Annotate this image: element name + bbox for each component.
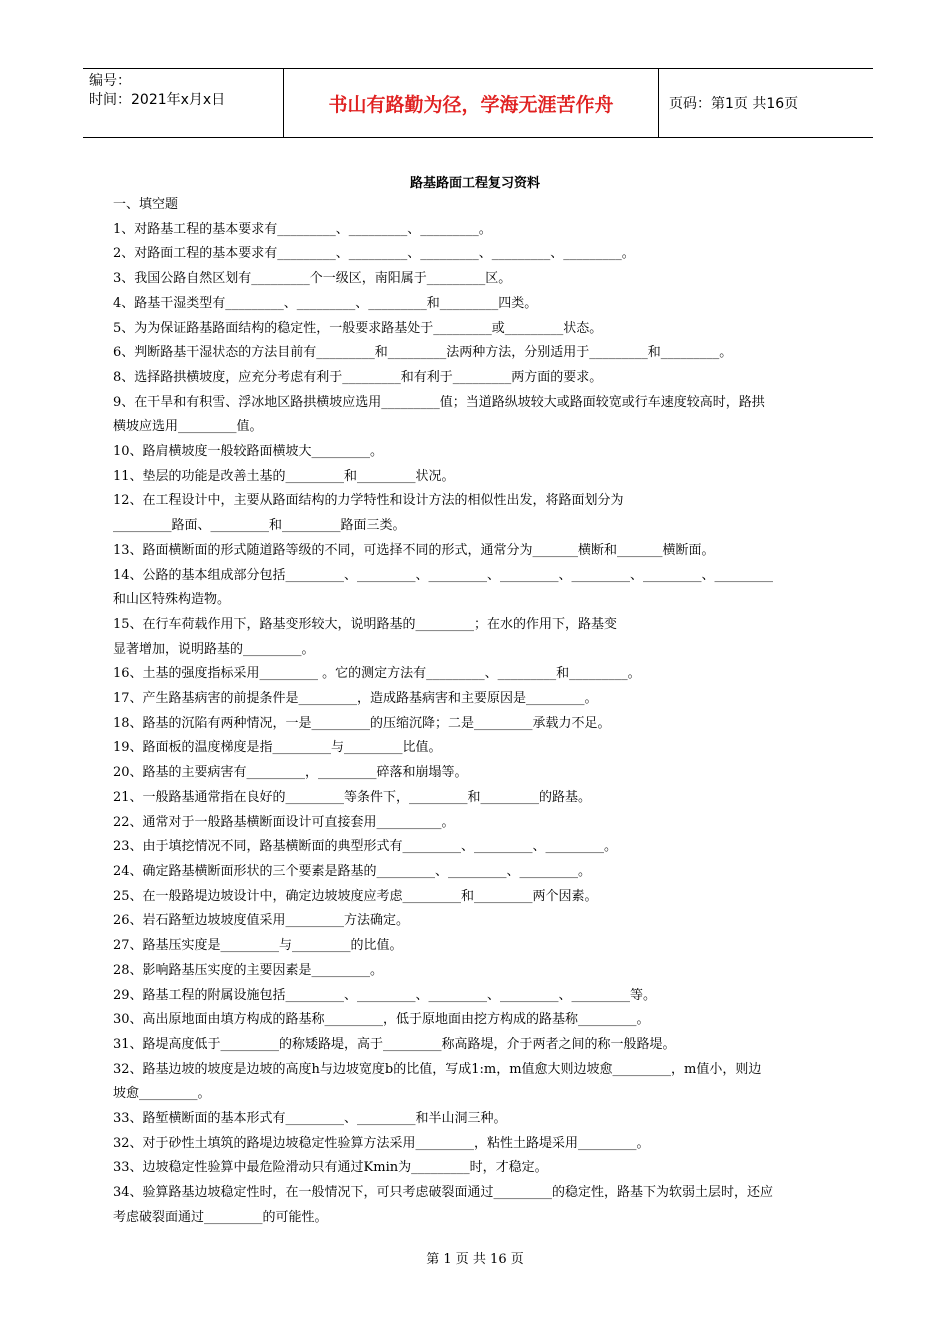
text-line: 28、影响路基压实度的主要因素是_________。 (113, 962, 384, 978)
text-line: 16、土基的强度指标采用_________ 。它的测定方法有_________、_________和_________。 (113, 666, 641, 682)
document-title: 路基路面工程复习资料 (409, 176, 540, 191)
text-line: 一、填空题 (113, 197, 179, 212)
text-line: 27、路基压实度是_________与_________的比值。 (113, 938, 403, 954)
text-line: 32、路基边坡的坡度是边坡的高度h与边坡宽度b的比值，写成1:m，m值愈大则边坡愈_________，m值小，则边 (113, 1061, 762, 1077)
text-line: 31、路堤高度低于_________的称矮路堤，高于_________称高路堤，介于两者之间的称一般路堤。 (113, 1036, 676, 1052)
text-line: 12、在工程设计中，主要从路面结构的力学特性和设计方法的相似性出发，将路面划分为 (113, 493, 624, 509)
text-line: 5、为为保证路基路面结构的稳定性，一般要求路基处于_________或_________状态。 (113, 320, 603, 336)
text-line: 10、路肩横坡度一般较路面横坡大_________。 (113, 444, 384, 460)
text-line: 33、路堑横断面的基本形式有_________、_________和半山洞三种。 (113, 1111, 507, 1127)
document-date-label: 时间：2021年x月x日 (89, 92, 226, 108)
page-footer: 第 1 页 共 16 页 (426, 1252, 524, 1267)
text-line: 30、高出原地面由填方构成的路基称_________，低于原地面由挖方构成的路基称_________。 (113, 1012, 650, 1028)
text-line: 33、边坡稳定性验算中最危险滑动只有通过Kmin为_________时，才稳定。 (113, 1160, 548, 1176)
text-line: 24、确定路基横断面形状的三个要素是路基的_________、_________、_________。 (113, 863, 592, 879)
text-line: 22、通常对于一般路基横断面设计可直接套用__________。 (113, 814, 455, 830)
text-line: 横坡应选用_________值。 (113, 419, 263, 435)
text-line: 19、路面板的温度梯度是指_________与_________比值。 (113, 740, 442, 756)
text-line: _________路面、_________和_________路面三类。 (113, 518, 406, 534)
text-line: 29、路基工程的附属设施包括_________、_________、_________、_________、_________等。 (113, 987, 657, 1003)
header-table (83, 68, 873, 138)
text-line: 13、路面横断面的形式随道路等级的不同，可选择不同的形式，通常分为_______横断和_______横断面。 (113, 542, 715, 558)
text-line: 17、产生路基病害的前提条件是_________，造成路基病害和主要原因是_________。 (113, 691, 598, 707)
text-line: 20、路基的主要病害有_________，_________碎落和崩塌等。 (113, 765, 468, 781)
text-line: 15、在行车荷载作用下，路基变形较大，说明路基的_________；在水的作用下，路基变 (113, 616, 618, 632)
text-line: 32、对于砂性土填筑的路堤边坡稳定性验算方法采用_________，粘性土路堤采用_________。 (113, 1135, 650, 1151)
text-line: 18、路基的沉陷有两种情况，一是_________的压缩沉降；二是_________承载力不足。 (113, 715, 611, 731)
text-line: 3、我国公路自然区划有_________个一级区，南阳属于_________区。 (113, 271, 512, 287)
text-line: 坡愈_________。 (113, 1086, 211, 1102)
document-body (113, 193, 843, 1231)
text-line: 6、判断路基干湿状态的方法目前有_________和_________法两种方法，分别适用于_________和_________。 (113, 345, 733, 361)
text-line: 4、路基干湿类型有_________、_________、_________和_________四类。 (113, 295, 538, 311)
text-line: 25、在一般路堤边坡设计中，确定边坡坡度应考虑_________和_________两个因素。 (113, 888, 598, 904)
text-line: 11、垫层的功能是改善土基的_________和_________状况。 (113, 468, 455, 484)
text-line: 9、在干旱和有积雪、浮冰地区路拱横坡应选用_________值；当道路纵坡较大或路面较宽或行车速度较高时，路拱 (113, 394, 765, 410)
text-line: 显著增加，说明路基的_________。 (113, 641, 315, 657)
text-line: 考虑破裂面通过_________的可能性。 (113, 1209, 328, 1225)
text-line: 26、岩石路堑边坡坡度值采用_________方法确定。 (113, 913, 410, 929)
text-line: 2、对路面工程的基本要求有_________、_________、_________、_________、_________。 (113, 246, 635, 262)
text-line: 和山区特殊构造物。 (113, 592, 231, 608)
header-page-label: 页码：第1页 共16页 (669, 96, 799, 112)
text-line: 23、由于填挖情况不同，路基横断面的典型形式有_________、_________、_________。 (113, 839, 618, 855)
document-number-label: 编号： (89, 73, 131, 89)
text-line: 1、对路基工程的基本要求有_________、_________、_________。 (113, 221, 492, 237)
text-line: 34、验算路基边坡稳定性时，在一般情况下，可只考虑破裂面通过_________的稳定性，路基下为软弱土层时，还应 (113, 1185, 774, 1201)
text-line: 8、选择路拱横坡度，应充分考虑有利于_________和有利于_________两方面的要求。 (113, 369, 603, 385)
header-motto: 书山有路勤为径，学海无涯苦作舟 (283, 69, 659, 137)
text-line: 21、一般路基通常指在良好的_________等条件下，_________和_________的路基。 (113, 789, 592, 805)
text-line: 14、公路的基本组成部分包括_________、_________、_________、_________、_________、_________、_________ (113, 567, 774, 583)
header-meta (83, 69, 283, 137)
